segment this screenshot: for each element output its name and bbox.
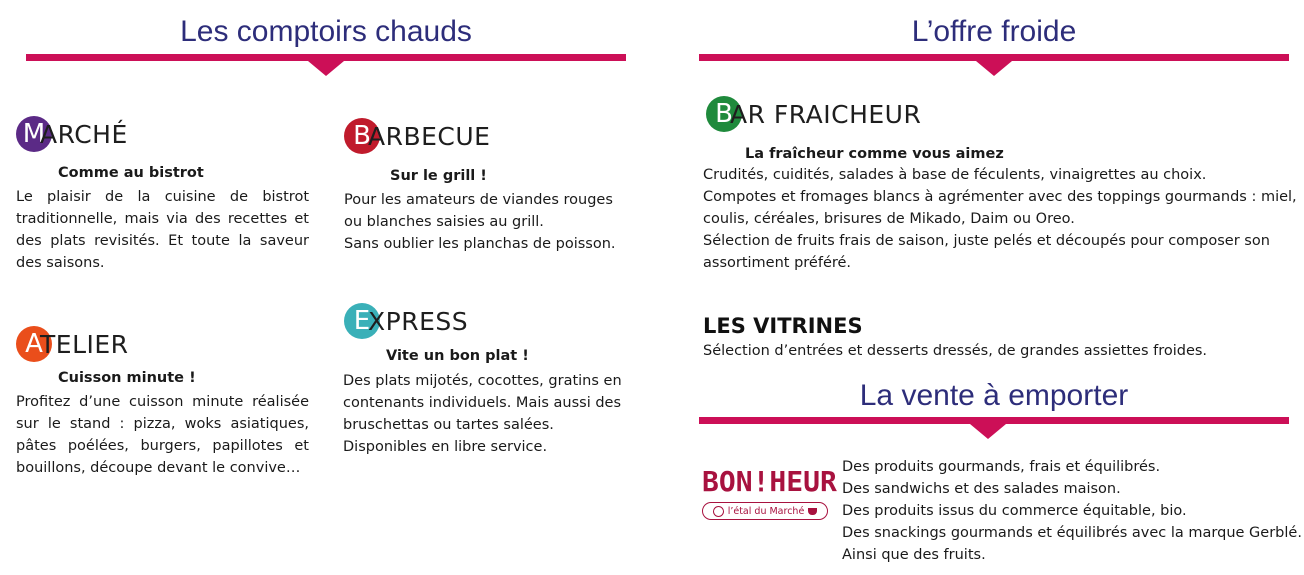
bar-fraicheur-line: assortiment préféré. <box>703 255 852 271</box>
marche-line: des plats revisités. Et toute la saveur <box>16 233 309 249</box>
bar-fraicheur-line: Sélection de fruits frais de saison, juste pelés et découpés pour composer son <box>703 233 1270 249</box>
marche-initial-badge: M <box>16 116 52 152</box>
express-line: Des plats mijotés, cocottes, gratins en <box>343 373 622 389</box>
marche-description <box>16 186 309 274</box>
takeaway-section-pointer <box>970 424 1006 439</box>
express-brand <box>344 303 468 339</box>
bar-fraicheur-brand-text: AR FRAICHEUR <box>730 99 922 129</box>
basket-icon <box>808 508 817 515</box>
takeaway-line: Des produits gourmands, frais et équilibrés. <box>842 459 1161 475</box>
marche-line: des saisons. <box>16 255 105 271</box>
express-line: bruschettas ou tartes salées. <box>343 417 554 433</box>
express-brand-text: XPRESS <box>368 306 469 336</box>
atelier-line: bouillons, découpe devant le convive… <box>16 460 301 476</box>
atelier-initial-badge: A <box>16 326 52 362</box>
atelier-line: Profitez d’une cuisson minute réalisée <box>16 394 309 410</box>
barbecue-brand <box>344 118 490 154</box>
atelier-tagline: Cuisson minute ! <box>58 370 196 386</box>
marche-brand <box>16 116 128 152</box>
bar-fraicheur-line: coulis, céréales, brisures de Mikado, Daim ou Oreo. <box>703 211 1075 227</box>
atelier-brand-text: TELIER <box>40 329 129 359</box>
marche-line: Le plaisir de la cuisine de bistrot <box>16 189 309 205</box>
takeaway-line: Ainsi que des fruits. <box>842 547 986 563</box>
atelier-description <box>16 391 309 479</box>
express-initial-badge: E <box>344 303 380 339</box>
bar-fraicheur-line: Compotes et fromages blancs à agrémenter avec des toppings gourmands : miel, <box>703 189 1297 205</box>
bar-fraicheur-line: Crudités, cuidités, salades à base de féculents, vinaigrettes au choix. <box>703 167 1207 183</box>
barbecue-line: Pour les amateurs de viandes rouges <box>344 192 613 208</box>
bar-fraicheur-brand <box>706 96 921 132</box>
barbecue-initial-badge: B <box>344 118 380 154</box>
barbecue-description <box>344 189 644 255</box>
marche-line: traditionnelle, mais via des recettes et <box>16 211 309 227</box>
barbecue-line: Sans oublier les planchas de poisson. <box>344 236 616 252</box>
takeaway-line: Des produits issus du commerce équitable, bio. <box>842 503 1187 519</box>
barbecue-brand-text: ARBECUE <box>368 121 491 151</box>
barbecue-tagline: Sur le grill ! <box>390 168 487 184</box>
express-line: Disponibles en libre service. <box>343 439 548 455</box>
takeaway-section-title: La vente à emporter <box>859 379 1129 412</box>
bar-fraicheur-tagline: La fraîcheur comme vous aimez <box>745 146 1004 162</box>
marche-tagline: Comme au bistrot <box>58 165 204 181</box>
hot-section-rule <box>26 54 626 61</box>
atelier-line: pâtes poélées, burgers, papillotes et <box>16 438 309 454</box>
express-line: contenants individuels. Mais aussi des <box>343 395 622 411</box>
atelier-line: sur le stand : pizza, woks asiatiques, <box>16 416 309 432</box>
bar-fraicheur-initial-badge: B <box>706 96 742 132</box>
cold-section-rule <box>699 54 1289 61</box>
barbecue-line: ou blanches saisies au grill. <box>344 214 544 230</box>
bonheur-logo <box>702 465 837 527</box>
atelier-brand <box>16 326 129 362</box>
express-description <box>343 370 643 458</box>
bonheur-logo-sub: l’étal du Marché <box>727 505 805 517</box>
vitrines-description <box>703 340 1303 362</box>
marche-brand-text: ARCHÉ <box>40 119 128 149</box>
vitrines-line: Sélection d’entrées et desserts dressés, de grandes assiettes froides. <box>703 343 1208 359</box>
bar-fraicheur-description <box>703 164 1303 274</box>
takeaway-section-rule <box>699 417 1289 424</box>
takeaway-line: Des sandwichs et des salades maison. <box>842 481 1121 497</box>
cold-section-pointer <box>976 61 1012 76</box>
vitrines-title: LES VITRINES <box>703 314 863 338</box>
hot-section-pointer <box>308 61 344 76</box>
clock-icon <box>713 506 724 517</box>
cold-section-title: L’offre froide <box>911 15 1077 48</box>
bonheur-logo-tagline <box>702 502 828 520</box>
bonheur-logo-word: BON!HEUR <box>702 465 837 498</box>
takeaway-line: Des snackings gourmands et équilibrés avec la marque Gerblé. <box>842 525 1302 541</box>
hot-section-title: Les comptoirs chauds <box>180 15 472 48</box>
takeaway-description <box>842 456 1302 566</box>
express-tagline: Vite un bon plat ! <box>386 348 529 364</box>
